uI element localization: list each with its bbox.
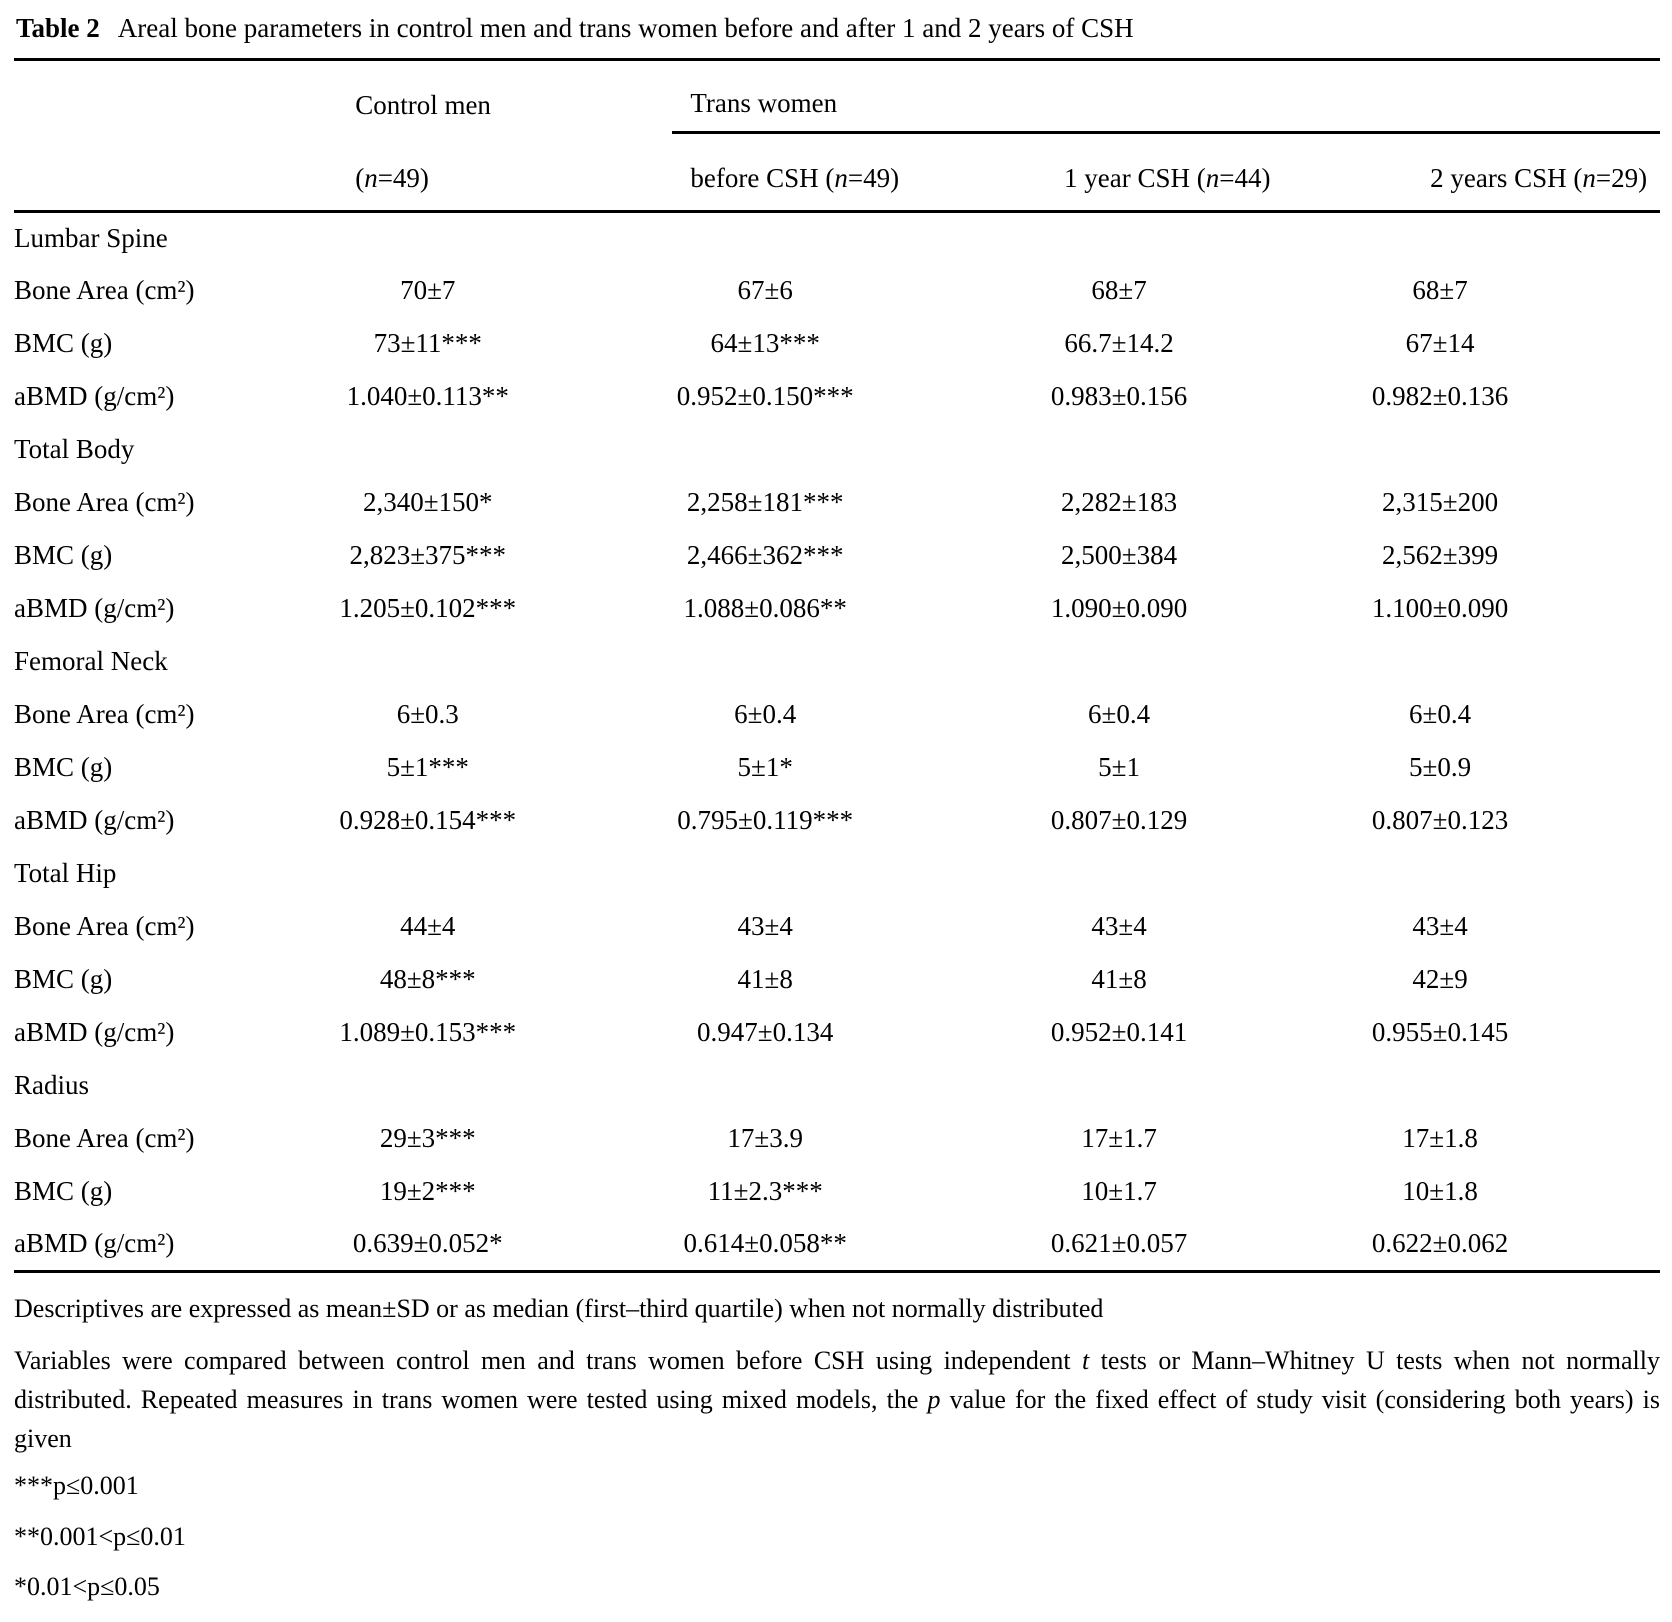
cell-value: 10±1.8 — [1402, 1175, 1478, 1206]
section-row — [14, 635, 1660, 688]
table-number: Table 2 — [16, 13, 100, 43]
cell-value: 1.089±0.153*** — [339, 1016, 517, 1047]
column-subheader-before-csh: before CSH (n=49) — [690, 163, 900, 193]
cell-value: 1.090±0.090 — [1050, 592, 1188, 623]
cell-value: 10±1.7 — [1081, 1175, 1157, 1206]
table-row — [14, 1218, 1660, 1271]
section-row — [14, 847, 1660, 900]
table-row — [14, 582, 1660, 635]
cell-value: 6±0.4 — [734, 698, 797, 729]
table-row — [14, 688, 1660, 741]
header-empty-cell — [14, 59, 343, 132]
table-row — [14, 900, 1660, 953]
cell-value: 64±13*** — [710, 327, 820, 358]
column-subheader-2years-csh: 2 years CSH (n=29) — [1430, 163, 1648, 193]
cell-value: 2,282±183 — [1061, 486, 1178, 517]
cell-value: 66.7±14.2 — [1064, 327, 1174, 358]
cell-value: 43±4 — [1412, 910, 1468, 941]
row-label: BMC (g) — [14, 327, 113, 358]
cell-value: 41±8 — [737, 963, 793, 994]
cell-value: 1.040±0.113** — [346, 380, 509, 411]
cell-value: 0.952±0.150*** — [676, 380, 854, 411]
table-row — [14, 794, 1660, 847]
cell-value: 2,258±181*** — [686, 486, 844, 517]
cell-value: 42±9 — [1412, 963, 1468, 994]
cell-value: 0.928±0.154*** — [339, 804, 517, 835]
cell-value: 2,466±362*** — [686, 539, 844, 570]
cell-value: 43±4 — [1091, 910, 1147, 941]
cell-value: 17±1.8 — [1402, 1122, 1478, 1153]
cell-value: 0.955±0.145 — [1371, 1016, 1509, 1047]
section-row — [14, 1059, 1660, 1112]
table-row — [14, 953, 1660, 1006]
column-subheader-1year-csh: 1 year CSH (n=44) — [1064, 163, 1271, 193]
table-caption — [16, 12, 1660, 46]
column-header-trans-women: Trans women — [672, 59, 1660, 132]
cell-value: 0.614±0.058** — [683, 1228, 847, 1259]
cell-value: 6±0.3 — [396, 698, 459, 729]
cell-value: 17±3.9 — [727, 1122, 803, 1153]
cell-value: 68±7 — [1091, 274, 1147, 305]
footnote-sig-05: *0.01<p≤0.05 — [14, 1572, 160, 1602]
header-group-row — [14, 59, 1660, 132]
row-label: aBMD (g/cm²) — [14, 804, 175, 835]
row-label: aBMD (g/cm²) — [14, 1016, 175, 1047]
cell-value: 48±8*** — [379, 963, 476, 994]
section-label: Total Hip — [14, 857, 117, 888]
cell-value: 0.639±0.052* — [352, 1228, 503, 1259]
cell-value: 29±3*** — [379, 1122, 476, 1153]
header-subrow — [14, 132, 1660, 211]
cell-value: 0.807±0.129 — [1050, 804, 1188, 835]
row-label: BMC (g) — [14, 963, 113, 994]
cell-value: 0.807±0.123 — [1371, 804, 1509, 835]
section-row — [14, 423, 1660, 476]
row-label: BMC (g) — [14, 1175, 113, 1206]
table-row — [14, 370, 1660, 423]
section-label: Femoral Neck — [14, 645, 168, 676]
cell-value: 17±1.7 — [1081, 1122, 1157, 1153]
table-row — [14, 317, 1660, 370]
cell-value: 0.795±0.119*** — [677, 804, 854, 835]
cell-value: 41±8 — [1091, 963, 1147, 994]
column-header-control-men: Control men — [355, 89, 491, 120]
cell-value: 67±6 — [737, 274, 793, 305]
cell-value: 2,500±384 — [1061, 539, 1178, 570]
cell-value: 73±11*** — [373, 327, 482, 358]
cell-value: 70±7 — [400, 274, 456, 305]
row-label: Bone Area (cm²) — [14, 910, 195, 941]
cell-value: 0.622±0.062 — [1371, 1228, 1509, 1259]
cell-value: 0.621±0.057 — [1050, 1228, 1188, 1259]
header-empty-cell — [14, 132, 343, 211]
row-label: aBMD (g/cm²) — [14, 1228, 175, 1259]
row-label: aBMD (g/cm²) — [14, 380, 175, 411]
row-label: aBMD (g/cm²) — [14, 592, 175, 623]
cell-value: 0.947±0.134 — [697, 1016, 834, 1047]
cell-value: 0.983±0.156 — [1050, 380, 1188, 411]
table-row — [14, 1165, 1660, 1218]
cell-value: 5±1 — [1098, 751, 1140, 782]
row-label: Bone Area (cm²) — [14, 274, 195, 305]
footnote-sig-001: ***p≤0.001 — [14, 1471, 139, 1501]
cell-value: 2,562±399 — [1382, 539, 1499, 570]
table-row — [14, 741, 1660, 794]
table-row — [14, 264, 1660, 317]
section-row — [14, 211, 1660, 264]
cell-value: 19±2*** — [379, 1175, 476, 1206]
row-label: Bone Area (cm²) — [14, 698, 195, 729]
row-label: BMC (g) — [14, 539, 113, 570]
table-header — [14, 59, 1660, 211]
row-label: Bone Area (cm²) — [14, 1122, 195, 1153]
footnote-descriptives: Descriptives are expressed as mean±SD or as median (first–third quartile) when not normally distributed — [14, 1293, 1104, 1323]
row-label: Bone Area (cm²) — [14, 486, 195, 517]
cell-value: 6±0.4 — [1088, 698, 1151, 729]
section-label: Lumbar Spine — [14, 222, 168, 253]
cell-value: 11±2.3*** — [707, 1175, 823, 1206]
row-label: BMC (g) — [14, 751, 113, 782]
cell-value: 2,823±375*** — [349, 539, 507, 570]
table-row — [14, 1112, 1660, 1165]
cell-value: 0.952±0.141 — [1050, 1016, 1188, 1047]
table-body — [14, 211, 1660, 1271]
table-row — [14, 476, 1660, 529]
table-footnotes — [14, 1293, 1660, 1604]
cell-value: 5±1*** — [386, 751, 469, 782]
table-row — [14, 529, 1660, 582]
cell-value: 6±0.4 — [1409, 698, 1472, 729]
section-label: Total Body — [14, 433, 135, 464]
cell-value: 1.100±0.090 — [1371, 592, 1509, 623]
cell-value: 2,340±150* — [362, 486, 493, 517]
footnote-methods: Variables were compared between control men and trans women before CSH using independent t tests or Mann–Whitney U tests when not normally distributed. Repeated measures in trans women were tested using mixed models, the p value for the fixed effect of study visit (considering both years) is given — [14, 1346, 1661, 1454]
cell-value: 1.088±0.086** — [683, 592, 847, 623]
table-row — [14, 1006, 1660, 1059]
areal-bone-parameters-table — [14, 58, 1660, 1273]
cell-value: 67±14 — [1405, 327, 1475, 358]
footnote-sig-01: **0.001<p≤0.01 — [14, 1521, 186, 1551]
cell-value: 1.205±0.102*** — [339, 592, 517, 623]
cell-value: 68±7 — [1412, 274, 1468, 305]
section-label: Radius — [14, 1069, 90, 1100]
cell-value: 44±4 — [400, 910, 456, 941]
cell-value: 0.982±0.136 — [1371, 380, 1509, 411]
cell-value: 2,315±200 — [1382, 486, 1499, 517]
cell-value: 5±0.9 — [1409, 751, 1472, 782]
column-subheader-control-n: (n=49) — [355, 163, 429, 193]
table-caption-text: Areal bone parameters in control men and trans women before and after 1 and 2 years of CSH — [117, 13, 1134, 43]
cell-value: 5±1* — [737, 751, 793, 782]
cell-value: 43±4 — [737, 910, 793, 941]
